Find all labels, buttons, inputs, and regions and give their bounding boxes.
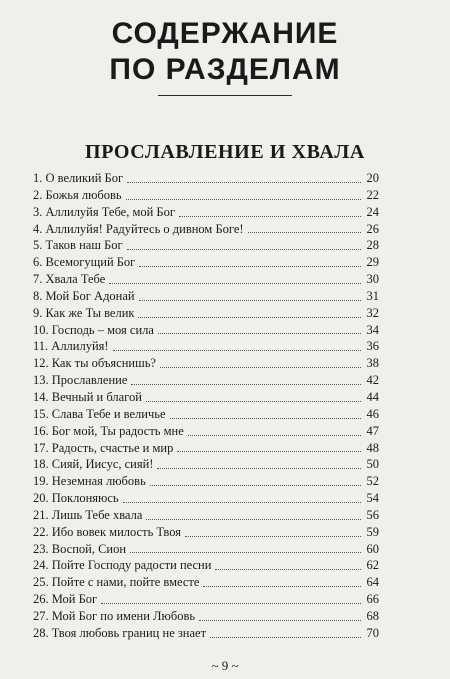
toc-entry-page: 20 xyxy=(366,171,379,185)
toc-leader-dots xyxy=(150,485,361,486)
toc-entry-title: 28. Твоя любовь границ не знает xyxy=(33,625,207,640)
toc-entry-title: 8. Мой Бог Адонай xyxy=(33,288,135,303)
toc-entry xyxy=(33,440,379,457)
toc-leader-dots xyxy=(123,502,361,503)
toc-entry-title: 22. Ибо вовек милость Твоя xyxy=(33,524,181,539)
toc-entry-page: 46 xyxy=(366,406,379,421)
toc-entry-title: 1. О великий Бог xyxy=(33,171,124,185)
toc-entry xyxy=(33,608,379,625)
toc-leader-dots xyxy=(127,182,361,183)
toc-entry-page: 34 xyxy=(366,322,379,337)
toc-leader-dots xyxy=(138,317,361,318)
toc-leader-dots xyxy=(203,586,361,587)
toc-leader-dots xyxy=(199,620,361,621)
toc-entry-page: 29 xyxy=(366,255,379,270)
toc-entry-title: 19. Неземная любовь xyxy=(33,474,146,489)
toc-leader-dots xyxy=(113,350,361,351)
table-of-contents xyxy=(33,170,379,642)
toc-entry xyxy=(33,187,379,204)
toc-leader-dots xyxy=(139,266,361,267)
toc-entry xyxy=(33,338,379,355)
toc-entry-page: 30 xyxy=(366,272,379,287)
toc-leader-dots xyxy=(188,435,361,436)
toc-entry-page: 66 xyxy=(366,592,379,607)
toc-entry-title: 25. Пойте с нами, пойте вместе xyxy=(33,575,200,590)
toc-leader-dots xyxy=(131,384,361,385)
toc-entry xyxy=(33,305,379,322)
toc-entry-title: 17. Радость, счастье и мир xyxy=(33,440,174,455)
toc-entry xyxy=(33,355,379,372)
toc-entry xyxy=(33,254,379,271)
toc-entry-page: 62 xyxy=(366,558,379,573)
toc-entry-title: 23. Воспой, Сион xyxy=(33,541,127,556)
toc-leader-dots xyxy=(157,468,361,469)
toc-entry-title: 12. Как ты объяснишь? xyxy=(33,356,156,371)
toc-entry-title: 18. Сияй, Иисус, сияй! xyxy=(33,457,154,472)
page-title-line-1: СОДЕРЖАНИЕ xyxy=(111,17,339,50)
toc-entry xyxy=(33,288,379,305)
toc-entry-page: 28 xyxy=(366,238,379,253)
toc-entry-page: 44 xyxy=(366,389,379,404)
toc-entry-title: 4. Аллилуйя! Радуйтесь о дивном Боге! xyxy=(33,221,244,236)
toc-leader-dots xyxy=(177,451,361,452)
toc-leader-dots xyxy=(130,552,361,553)
toc-entry-page: 31 xyxy=(366,288,379,303)
toc-leader-dots xyxy=(160,367,361,368)
toc-entry-page: 48 xyxy=(366,440,379,455)
toc-entry-title: 7. Хвала Тебе xyxy=(33,272,106,287)
toc-leader-dots xyxy=(210,637,361,638)
toc-entry xyxy=(33,507,379,524)
toc-entry-title: 13. Прославление xyxy=(33,373,128,388)
toc-entry-page: 56 xyxy=(366,507,379,522)
toc-entry xyxy=(33,490,379,507)
toc-leader-dots xyxy=(179,216,361,217)
toc-entry-page: 36 xyxy=(366,339,379,354)
title-divider xyxy=(158,95,292,96)
toc-entry-title: 10. Господь – моя сила xyxy=(33,322,154,337)
toc-leader-dots xyxy=(109,283,361,284)
toc-entry xyxy=(33,423,379,440)
toc-entry-title: 27. Мой Бог по имени Любовь xyxy=(33,608,196,623)
toc-entry xyxy=(33,473,379,490)
toc-entry xyxy=(33,574,379,591)
toc-leader-dots xyxy=(185,536,361,537)
toc-leader-dots xyxy=(127,249,361,250)
toc-entry xyxy=(33,524,379,541)
toc-entry-title: 20. Поклоняюсь xyxy=(33,491,119,506)
toc-entry xyxy=(33,372,379,389)
toc-leader-dots xyxy=(146,401,361,402)
toc-entry-page: 70 xyxy=(366,625,379,640)
toc-entry-page: 47 xyxy=(366,423,379,438)
toc-entry-title: 26. Мой Бог xyxy=(33,592,98,607)
toc-entry-page: 54 xyxy=(366,491,379,506)
toc-entry-page: 38 xyxy=(366,356,379,371)
page-number: ~ 9 ~ xyxy=(211,658,239,673)
toc-entry-page: 50 xyxy=(366,457,379,472)
toc-entry-page: 52 xyxy=(366,474,379,489)
toc-leader-dots xyxy=(139,300,361,301)
toc-leader-dots xyxy=(248,232,361,233)
toc-entry-page: 26 xyxy=(366,221,379,236)
toc-entry xyxy=(33,271,379,288)
toc-entry xyxy=(33,591,379,608)
toc-entry xyxy=(33,456,379,473)
toc-leader-dots xyxy=(126,199,361,200)
toc-leader-dots xyxy=(215,569,361,570)
toc-entry-page: 60 xyxy=(366,541,379,556)
toc-entry xyxy=(33,237,379,254)
toc-entry xyxy=(33,406,379,423)
toc-entry xyxy=(33,625,379,642)
toc-leader-dots xyxy=(158,333,361,334)
toc-entry-title: 2. Божья любовь xyxy=(33,187,122,202)
toc-entry xyxy=(33,170,379,187)
toc-entry xyxy=(33,322,379,339)
toc-entry-title: 15. Слава Тебе и величье xyxy=(33,406,166,421)
toc-entry xyxy=(33,557,379,574)
toc-entry xyxy=(33,221,379,238)
toc-entry-title: 5. Таков наш Бог xyxy=(33,238,123,253)
toc-leader-dots xyxy=(170,418,361,419)
section-title: ПРОСЛАВЛЕНИЕ И ХВАЛА xyxy=(85,141,365,163)
toc-entry xyxy=(33,389,379,406)
toc-entry-title: 14. Вечный и благой xyxy=(33,389,142,404)
toc-entry-page: 24 xyxy=(366,204,379,219)
toc-entry-title: 21. Лишь Тебе хвала xyxy=(33,507,143,522)
toc-entry-page: 22 xyxy=(366,187,379,202)
toc-leader-dots xyxy=(146,519,361,520)
toc-entry-page: 32 xyxy=(366,305,379,320)
toc-entry xyxy=(33,204,379,221)
toc-entry-page: 42 xyxy=(366,373,379,388)
toc-entry-title: 24. Пойте Господу радости песни xyxy=(33,558,212,573)
toc-entry-title: 3. Аллилуйя Тебе, мой Бог xyxy=(33,204,175,219)
toc-entry-title: 6. Всемогущий Бог xyxy=(33,255,136,270)
toc-entry-title: 16. Бог мой, Ты радость мне xyxy=(33,423,184,438)
toc-leader-dots xyxy=(101,603,361,604)
toc-entry xyxy=(33,541,379,558)
page-title-line-2: ПО РАЗДЕЛАМ xyxy=(109,53,341,86)
toc-entry-page: 59 xyxy=(366,524,379,539)
toc-entry-title: 9. Как же Ты велик xyxy=(33,305,135,320)
toc-entry-title: 11. Аллилуйя! xyxy=(33,339,109,354)
toc-entry-page: 68 xyxy=(366,608,379,623)
toc-entry-page: 64 xyxy=(366,575,379,590)
